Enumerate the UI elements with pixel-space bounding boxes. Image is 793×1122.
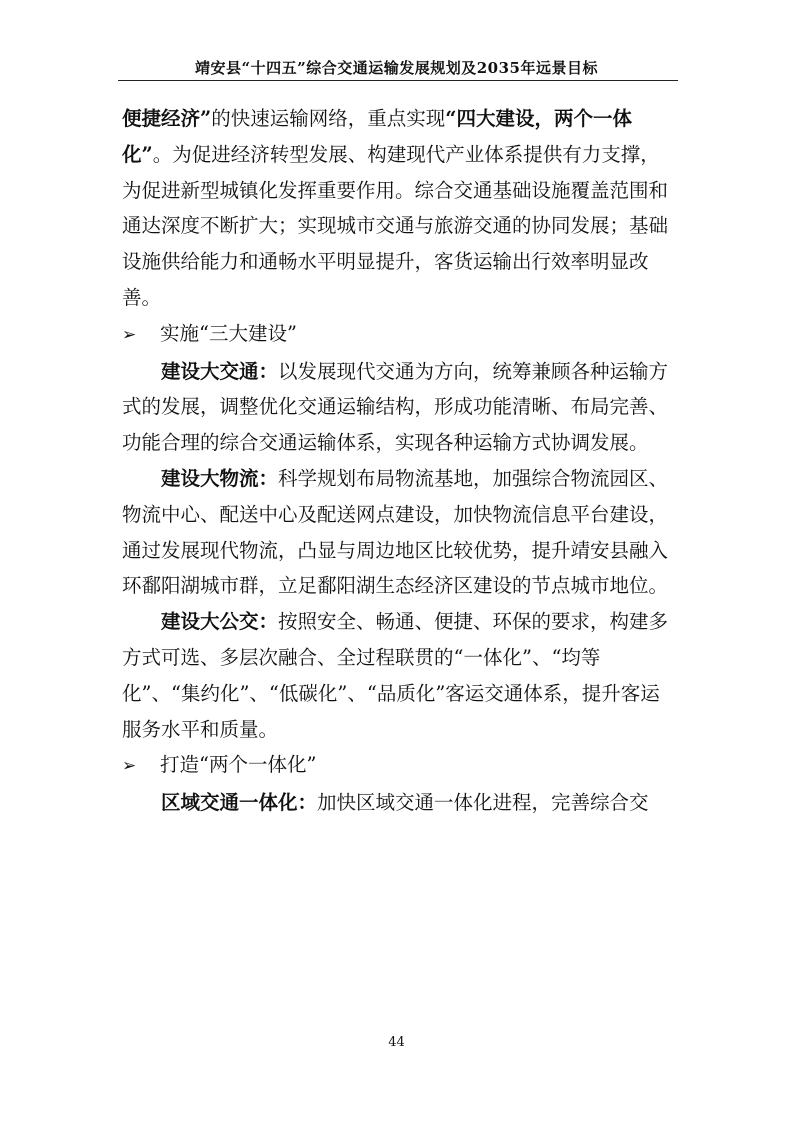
paragraph-regional-integration [122,785,675,821]
running-header: 靖安县“十四五”综合交通运输发展规划及2035年远景目标 [194,59,598,77]
paragraph-text: 加快区域交通一体化进程，完善综合交 [317,791,649,815]
section-heading-two-integrations [122,747,675,785]
paragraph-logistics [122,461,675,604]
section-heading-text: 实施“三大建设” [160,321,297,345]
paragraph-label: 区域交通一体化： [161,791,318,815]
intro-text-2: 。为促进经济转型发展、构建现代产业体系提供有力支撑，为促进新型城镇化发挥重要作用。综合交通基础设施覆盖范围和通达深度不断扩大；实现城市交通与旅游交通的协同发展；基础设施供给能力和通畅水平明显提升，客货运输出行效率明显改善。 [122,142,669,309]
arrow-bullet-icon: ➢ [122,324,137,345]
paragraph-label: 建设大物流： [161,466,279,490]
section-heading-text: 打造“两个一体化” [160,753,317,777]
paragraph-label: 建设大公交： [161,610,279,634]
intro-text-1: 的快速运输网络，重点实现 [211,107,446,130]
section-heading-three-constructions [122,316,675,354]
paragraph-text: 按照安全、畅通、便捷、环保的要求，构建多方式可选、多层次融合、全过程联贯的“一体化”、“均等化”、“集约化”、“低碳化”、“品质化”客运交通体系，提升客运服务水平和质量。 [122,610,669,741]
paragraph-transport [122,354,675,461]
paragraph-public-transit [122,604,675,747]
paragraph-text: 以发展现代交通为方向，统筹兼顾各种运输方式的发展，调整优化交通运输结构，形成功能清晰、布局完善、功能合理的综合交通运输体系，实现各种运输方式协调发展。 [122,359,669,455]
document-body [122,101,675,821]
paragraph-text: 科学规划布局物流基地，加强综合物流园区、物流中心、配送中心及配送网点建设，加快物流信息平台建设，通过发展现代物流，凸显与周边地区比较优势，提升靖安县融入环鄱阳湖城市群，立足鄱阳湖生态经济区建设的节点城市地位。 [122,466,669,598]
paragraph-label: 建设大交通： [161,359,279,383]
header-rule [118,80,678,81]
intro-bold-phrase-2: “四大建设，两个一体化” [122,107,632,166]
page-number: 44 [388,1035,405,1050]
intro-paragraph [122,101,675,316]
intro-bold-phrase-1: 便捷经济” [122,107,212,130]
arrow-bullet-icon: ➢ [122,756,137,777]
